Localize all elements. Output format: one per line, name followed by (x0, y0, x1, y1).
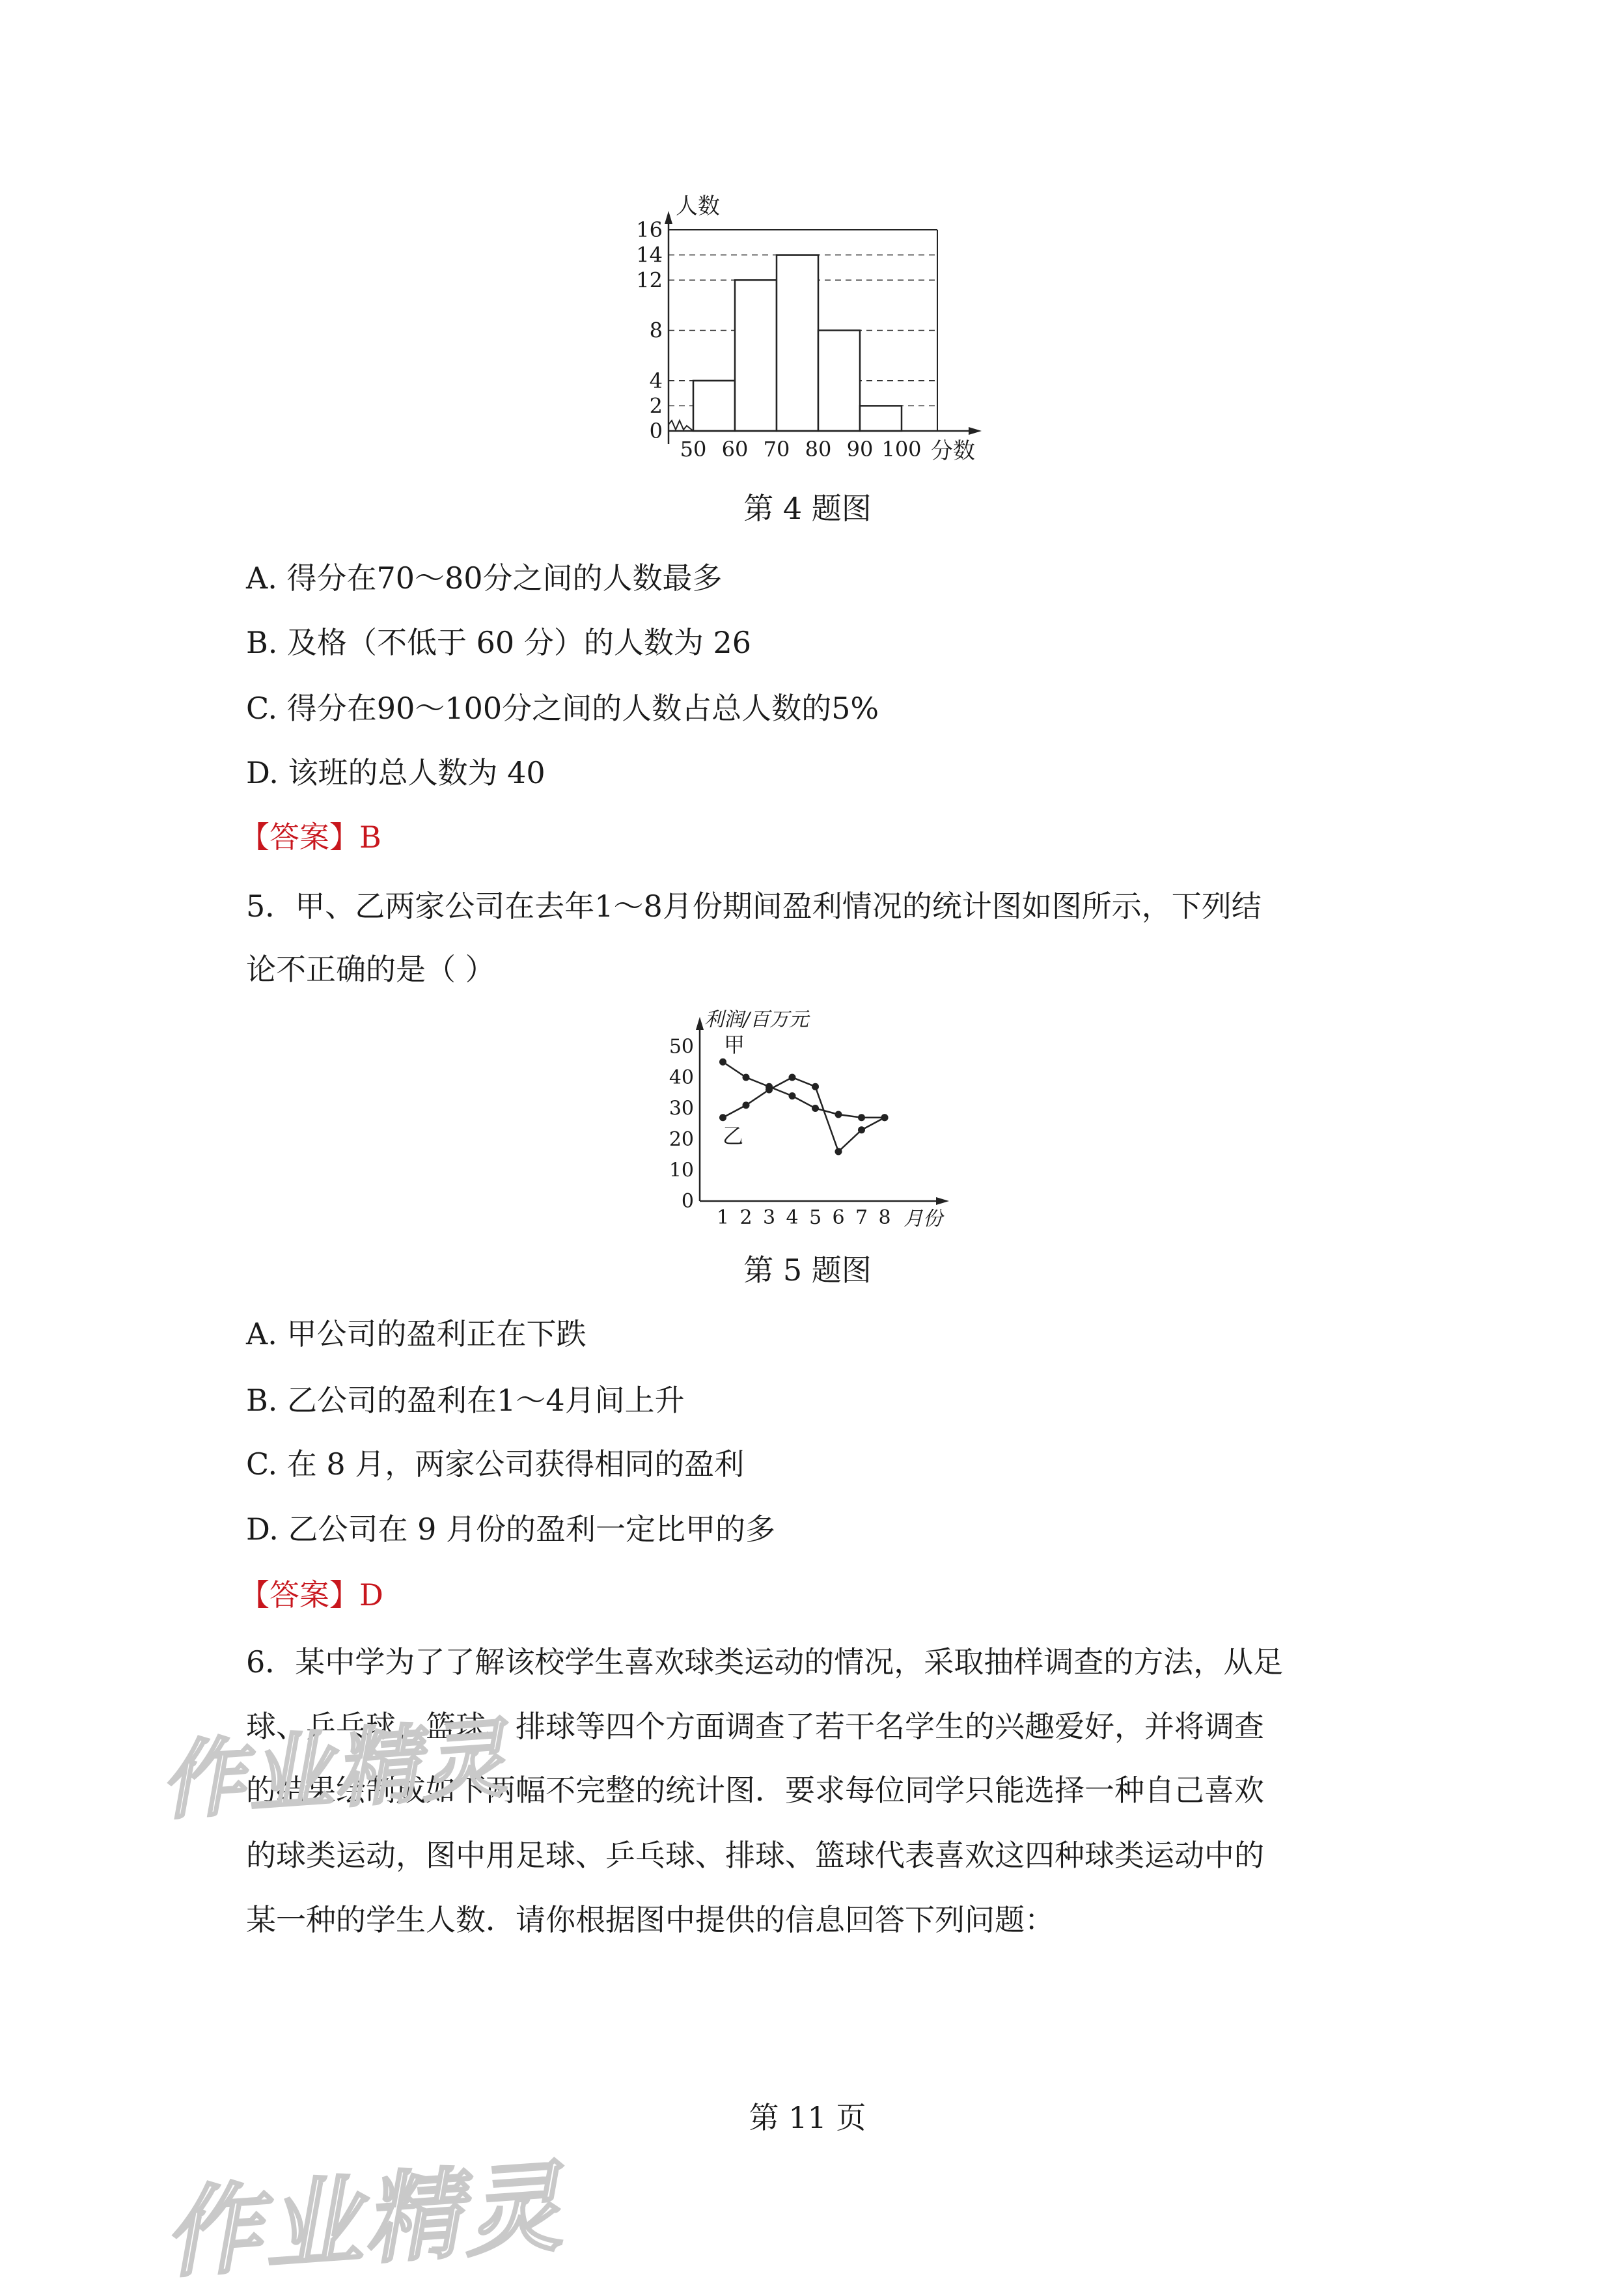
figure5-caption: 第 5 题图 (743, 1252, 872, 1288)
figure4-caption: 第 4 题图 (743, 491, 872, 526)
page-number: 第 11 页 (749, 2100, 866, 2135)
y-tick-label: 12 (636, 268, 663, 293)
series-label-jia: 甲 (724, 1032, 745, 1057)
q5-option-d: D. 乙公司在 9 月份的盈利一定比甲的多 (246, 1512, 775, 1547)
figure4-histogram (625, 182, 1002, 475)
series-line-jia (723, 1062, 885, 1118)
x-axis-arrow (969, 427, 982, 435)
answer-value: D (359, 1577, 383, 1612)
x-tick-label: 8 (878, 1206, 891, 1229)
histogram-bar-90-100 (860, 406, 902, 431)
x-tick-label: 3 (762, 1206, 776, 1229)
histogram-bar-70-80 (777, 255, 818, 431)
x-tick-label: 100 (881, 437, 922, 462)
histogram-bar-60-70 (735, 280, 777, 431)
data-point-yi (835, 1148, 842, 1155)
y-tick-label: 50 (669, 1035, 694, 1058)
data-point-jia (719, 1058, 726, 1066)
y-tick-label: 4 (649, 368, 663, 393)
x-tick-label: 6 (832, 1206, 845, 1229)
x-tick-label: 60 (721, 437, 749, 462)
axis-break-mark (669, 421, 693, 431)
data-point-jia (858, 1114, 865, 1121)
series-label-yi: 乙 (723, 1124, 744, 1148)
q6-stem-line4: 的球类运动，图中用足球、乒乓球、排球、篮球代表喜欢这四种球类运动中的 (246, 1838, 1264, 1873)
data-point-yi (881, 1114, 889, 1121)
q4-option-c: C. 得分在90～100分之间的人数占总人数的5% (246, 691, 879, 726)
x-tick-label: 90 (846, 437, 874, 462)
q5-answer (240, 1575, 383, 1614)
data-point-jia (743, 1074, 750, 1081)
x-tick-label: 7 (855, 1206, 868, 1229)
data-point-jia (789, 1092, 796, 1100)
q6-stem-line5: 某一种的学生人数．请你根据图中提供的信息回答下列问题： (246, 1902, 1055, 1937)
figure5-line-chart (651, 1003, 989, 1243)
y-tick-label: 0 (649, 419, 663, 443)
y-tick-label: 40 (669, 1066, 694, 1089)
x-tick-label: 2 (739, 1206, 752, 1229)
data-point-jia (835, 1111, 842, 1118)
data-point-yi (812, 1083, 819, 1090)
q4-option-a: A. 得分在70～80分之间的人数最多 (246, 560, 723, 596)
y-tick-label: 14 (636, 242, 663, 268)
y-tick-label: 20 (669, 1128, 694, 1151)
x-axis-label: 月份 (904, 1208, 943, 1230)
y-tick-label: 8 (649, 318, 663, 343)
y-axis-label: 利润/百万元 (704, 1008, 809, 1031)
answer-value: B (359, 820, 381, 855)
x-axis-arrow (936, 1197, 949, 1205)
y-tick-label: 2 (649, 393, 663, 419)
answer-tag: 【答案】 (240, 1577, 359, 1612)
data-point-yi (766, 1086, 773, 1094)
data-point-yi (858, 1126, 865, 1133)
q5-stem-line2: 论不正确的是（ ） (246, 952, 495, 987)
q4-option-d: D. 该班的总人数为 40 (246, 755, 545, 790)
data-point-yi (719, 1114, 726, 1121)
y-axis-arrow (665, 211, 672, 224)
y-tick-label: 10 (669, 1159, 694, 1182)
q4-option-b: B. 及格（不低于 60 分）的人数为 26 (246, 625, 751, 660)
y-axis-label: 人数 (676, 193, 720, 219)
q5-option-c: C. 在 8 月，两家公司获得相同的盈利 (246, 1446, 745, 1482)
x-axis-label: 分数 (931, 438, 975, 464)
x-tick-label: 80 (805, 437, 832, 462)
y-tick-label: 0 (681, 1190, 694, 1213)
y-axis-arrow (696, 1017, 704, 1030)
y-tick-label: 16 (636, 217, 663, 242)
q6-stem-line1: 6．某中学为了了解该校学生喜欢球类运动的情况，采取抽样调查的方法，从足 (246, 1644, 1284, 1680)
histogram-bar-50-60 (693, 381, 735, 431)
answer-tag: 【答案】 (240, 820, 359, 855)
x-tick-label: 4 (786, 1206, 799, 1229)
y-tick-label: 30 (669, 1097, 694, 1120)
histogram-bar-80-90 (818, 331, 860, 432)
q6-stem-line3: 的结果绘制成如下两幅不完整的统计图．要求每位同学只能选择一种自己喜欢 (246, 1773, 1264, 1808)
data-point-yi (743, 1101, 750, 1109)
data-point-jia (812, 1105, 819, 1112)
watermark-logo-bottom: 作业精灵 (159, 2150, 568, 2292)
q5-option-a: A. 甲公司的盈利正在下跌 (246, 1316, 587, 1351)
x-tick-label: 70 (763, 437, 790, 462)
x-tick-label: 1 (716, 1206, 730, 1229)
data-point-yi (789, 1074, 796, 1081)
q5-stem-line1: 5．甲、乙两家公司在去年1～8月份期间盈利情况的统计图如图所示，下列结 (246, 889, 1262, 924)
q4-answer (240, 818, 381, 857)
watermark-logo-middle: 作业精灵 (157, 1708, 512, 1832)
x-tick-label: 50 (680, 437, 707, 462)
x-tick-label: 5 (808, 1206, 822, 1229)
q6-stem-line2: 球、乒乓球、篮球、排球等四个方面调查了若干名学生的兴趣爱好，并将调查 (246, 1709, 1264, 1744)
q5-option-b: B. 乙公司的盈利在1～4月间上升 (246, 1383, 685, 1418)
